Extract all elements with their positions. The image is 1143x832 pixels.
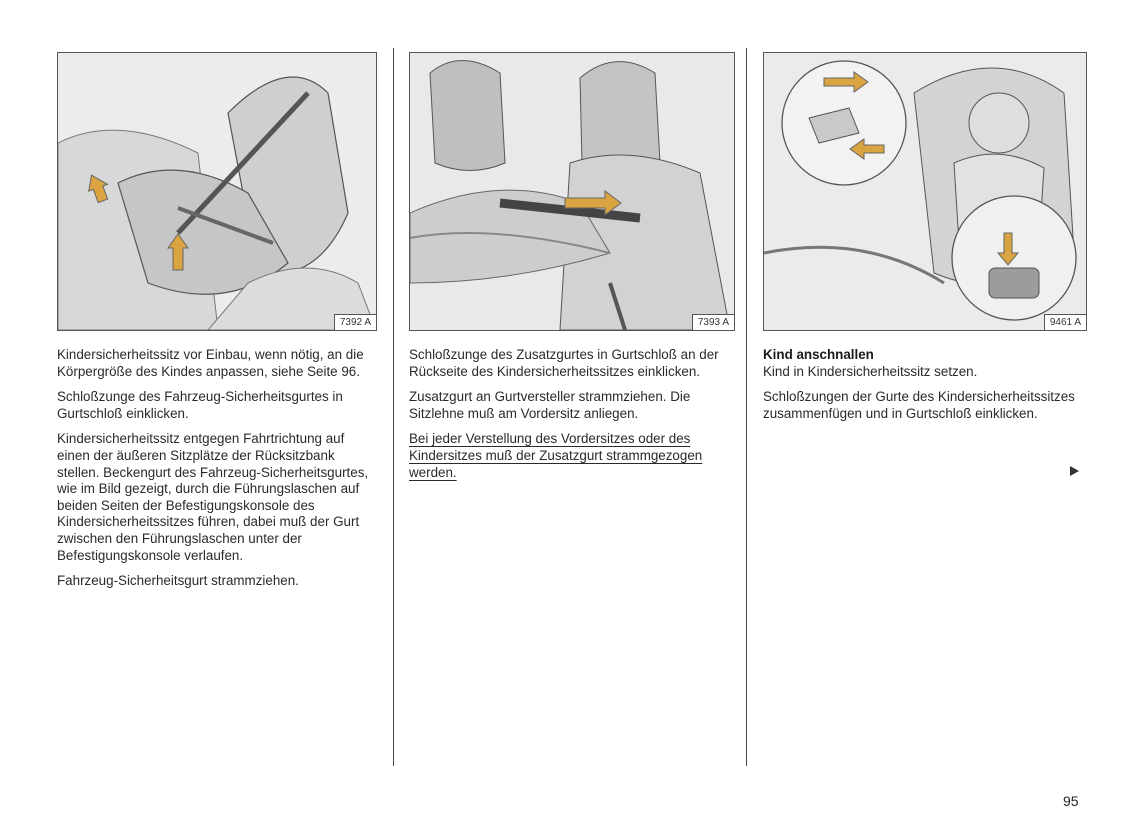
paragraph: Kindersicherheitssitz vor Einbau, wenn nötig, an die Körpergröße des Kindes anpassen, siehe Seite 96. bbox=[57, 347, 364, 379]
column-divider-1 bbox=[393, 48, 394, 766]
paragraph: Schloßzunge des Fahrzeug-Sicherheitsgurtes in Gurtschloß einklicken. bbox=[57, 389, 343, 421]
figure-number: 7393 A bbox=[692, 314, 734, 330]
paragraph: Schloßzungen der Gurte des Kindersicherheitssitzes zusammenfügen und in Gurtschloß einklicken. bbox=[763, 389, 1075, 421]
buckle-illustration bbox=[764, 53, 1086, 330]
page-number: 95 bbox=[1063, 793, 1079, 809]
column-3-text bbox=[763, 347, 1085, 431]
paragraph: Kind in Kindersicherheitssitz setzen. bbox=[763, 363, 978, 379]
seat-belt-illustration bbox=[410, 53, 734, 330]
figure-support-belt bbox=[409, 52, 735, 331]
continue-arrow-icon bbox=[1070, 466, 1079, 476]
paragraph: Kindersicherheitssitz entgegen Fahrtrichtung auf einen der äußeren Sitzplätze der Rücksitzbank stellen. Beckengurt des Fahrzeug-Sicherheitsgurtes, wie im Bild gezeigt, durch die Führungslaschen auf beiden Seiten der Befestigungskonsole des Kindersicherheitssitzes führen, dabei muß der Gurt zwischen den Führungslaschen unter der Befestigungskonsole verlaufen. bbox=[57, 431, 369, 563]
column-1-text bbox=[57, 347, 375, 599]
column-2-text bbox=[409, 347, 727, 490]
paragraph: Zusatzgurt an Gurtversteller strammziehen. Die Sitzlehne muß am Vordersitz anliegen. bbox=[409, 389, 691, 421]
warning-paragraph: Bei jeder Verstellung des Vordersitzes oder des Kindersitzes muß der Zusatzgurt strammgezogen werden. bbox=[409, 431, 703, 480]
column-divider-2 bbox=[746, 48, 747, 766]
figure-buckle-child bbox=[763, 52, 1087, 331]
paragraph: Fahrzeug-Sicherheitsgurt strammziehen. bbox=[57, 573, 299, 589]
paragraph: Schloßzunge des Zusatzgurtes in Gurtschloß an der Rückseite des Kindersicherheitssitzes einklicken. bbox=[409, 347, 719, 379]
figure-number: 7392 A bbox=[334, 314, 376, 330]
figure-child-seat-installation bbox=[57, 52, 377, 331]
child-seat-illustration bbox=[58, 53, 376, 330]
section-heading: Kind anschnallen bbox=[763, 347, 874, 362]
figure-number: 9461 A bbox=[1044, 314, 1086, 330]
